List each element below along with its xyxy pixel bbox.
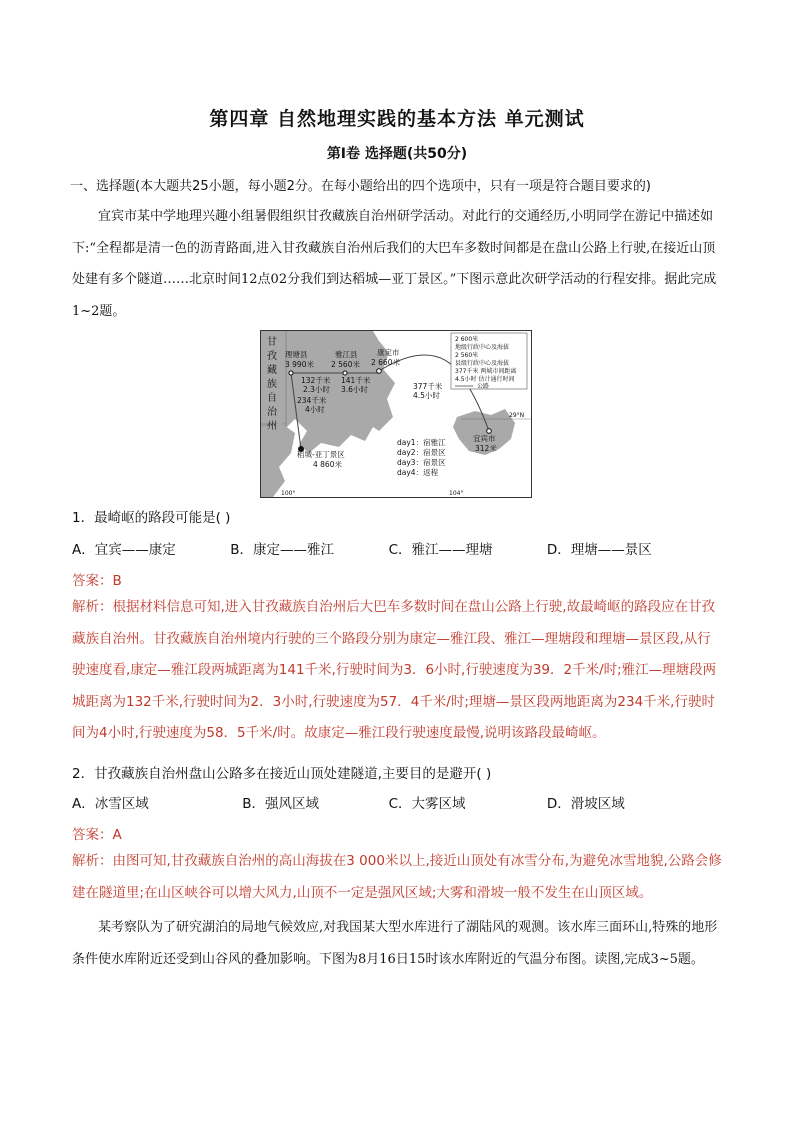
litang-alt: 3 990米 xyxy=(285,360,314,369)
ganzi-region-south xyxy=(261,423,295,497)
yibin-name: 宜宾市 xyxy=(473,434,496,443)
litang-marker xyxy=(289,371,293,375)
q1-option-a[interactable]: A．宜宾——康定 xyxy=(72,542,176,558)
kangding-alt: 2 660米 xyxy=(371,358,400,367)
question-2-stem: 2．甘孜藏族自治州盘山公路多在接近山顶处建隧道,主要目的是避开( ) xyxy=(72,766,492,782)
q1-answer: 答案：B xyxy=(72,573,122,589)
route-map-svg xyxy=(261,331,531,497)
q1-option-b[interactable]: B．康定——雅江 xyxy=(230,542,335,558)
legend-2: 地级行政中心及海拔 xyxy=(455,344,510,351)
question-1-options xyxy=(72,538,732,558)
daocheng-alt: 4 860米 xyxy=(313,460,342,469)
q2-answer: 答案：A xyxy=(72,827,122,843)
lon-label-1: 100° xyxy=(281,490,296,497)
region-label-6: 治 xyxy=(267,407,277,418)
q2-option-d[interactable]: D．滑坡区域 xyxy=(546,796,625,812)
lat-label: 29°N xyxy=(509,412,525,419)
yajiang-alt: 2 560米 xyxy=(331,360,360,369)
seg1-dist: 132千米 xyxy=(301,376,331,385)
itinerary-4: day4：返程 xyxy=(397,468,439,477)
region-label-5: 自 xyxy=(267,393,277,404)
q1-analysis: 解析：根据材料信息可知,进入甘孜藏族自治州后大巴车多数时间在盘山公路上行驶,故最崎岖的路段应在甘孜藏族自治州。甘孜藏族自治州境内行驶的三个路段分别为康定—雅江段、雅江—理塘段和理塘—景区段,从行驶速度看,康定—雅江段两城距离为141千米,行驶时间为3．6小时,行驶速度为39．2千米/时;雅江—理塘段两城距离为132千米,行驶时间为2．3小时,行驶速度为57．4千米/时;理塘—景区段两地距离为234千米,行驶时间为4小时,行驶速度为58．5千米/时。故康定—雅江段行驶速度最慢,说明该路段最崎岖。 xyxy=(72,599,717,741)
region-label-1: 甘 xyxy=(267,337,277,348)
section-header: 一、选择题(本大题共25小题，每小题2分。在每小题给出的四个选项中，只有一项是符合题目要求的) xyxy=(70,179,651,194)
q1-option-d[interactable]: D．理塘——景区 xyxy=(546,542,652,558)
kangding-name: 康定市 xyxy=(377,348,400,357)
legend-3: 2 560米 xyxy=(455,352,479,359)
kangding-marker xyxy=(377,369,382,374)
q2-option-a[interactable]: A．冰雪区域 xyxy=(72,796,149,812)
seg1-time: 2.3小时 xyxy=(303,385,330,394)
page-title: 第四章 自然地理实践的基本方法 单元测试 xyxy=(209,108,585,130)
legend-7: 公路 xyxy=(477,383,490,390)
passage-1: 宜宾市某中学地理兴趣小组暑假组织甘孜藏族自治州研学活动。对此行的交通经历,小明同学在游记中描述如下:“全程都是清一色的沥青路面,进入甘孜藏族自治州后我们的大巴车多数时间都是在盘山公路上行驶,在接近山顶处建有多个隧道……北京时间12点02分我们到达稻城—亚丁景区。”下图示意此次研学活动的行程安排。据此完成1~2题。 xyxy=(72,209,717,319)
legend-1: 2 600米 xyxy=(455,336,479,343)
litang-name: 理塘县 xyxy=(285,350,308,359)
itinerary-3: day3：宿景区 xyxy=(397,458,446,467)
yajiang-name: 雅江县 xyxy=(335,350,358,359)
passage-2: 某考察队为了研究湖泊的局地气候效应,对我国某大型水库进行了湖陆风的观测。该水库三面环山,特殊的地形条件使水库附近还受到山谷风的叠加影响。下图为8月16日15时该水库附近的气温分布图。读图,完成3~5题。 xyxy=(72,920,718,967)
q2-option-c[interactable]: C．大雾区域 xyxy=(388,796,466,812)
q2-analysis: 解析：由图可知,甘孜藏族自治州的高山海拔在3 000米以上,接近山顶处有冰雪分布,为避免冰雪地貌,公路会修建在隧道里;在山区峡谷可以增大风力,山顶不一定是强风区域;大雾和滑坡一般不发生在山顶区域。 xyxy=(72,853,722,901)
region-label-7: 州 xyxy=(267,421,277,432)
question-1-stem: 1．最崎岖的路段可能是( ) xyxy=(72,510,231,526)
yibin-alt: 312米 xyxy=(475,444,497,453)
seg4-dist: 377千米 xyxy=(413,382,443,391)
legend-5: 377千米 两城市间距离 xyxy=(455,368,517,375)
daocheng-name: 稻城-亚丁景区 xyxy=(297,450,345,459)
legend-4: 县级行政中心及海拔 xyxy=(455,360,510,367)
region-label-4: 族 xyxy=(267,379,277,390)
itinerary-2: day2：宿景区 xyxy=(397,448,446,457)
seg4-time: 4.5小时 xyxy=(413,391,440,400)
yibin-marker xyxy=(487,429,492,434)
yajiang-marker xyxy=(343,371,347,375)
seg2-dist: 141千米 xyxy=(341,376,371,385)
q2-option-b[interactable]: B．强风区域 xyxy=(242,796,320,812)
question-2-options xyxy=(72,792,732,812)
seg3-time: 4小时 xyxy=(305,405,325,414)
itinerary-1: day1：宿雅江 xyxy=(397,438,446,447)
q1-option-c[interactable]: C．雅江——理塘 xyxy=(388,542,493,558)
seg3-dist: 234千米 xyxy=(297,396,327,405)
route-map xyxy=(260,330,532,498)
region-label-3: 藏 xyxy=(267,365,277,376)
legend-6: 4.5小时 估计通行时间 xyxy=(455,376,515,383)
lon-label-2: 104° xyxy=(449,490,464,497)
seg2-time: 3.6小时 xyxy=(341,385,368,394)
section-subtitle: 第Ⅰ卷 选择题(共50分) xyxy=(326,146,468,162)
region-label-2: 孜 xyxy=(267,351,277,362)
